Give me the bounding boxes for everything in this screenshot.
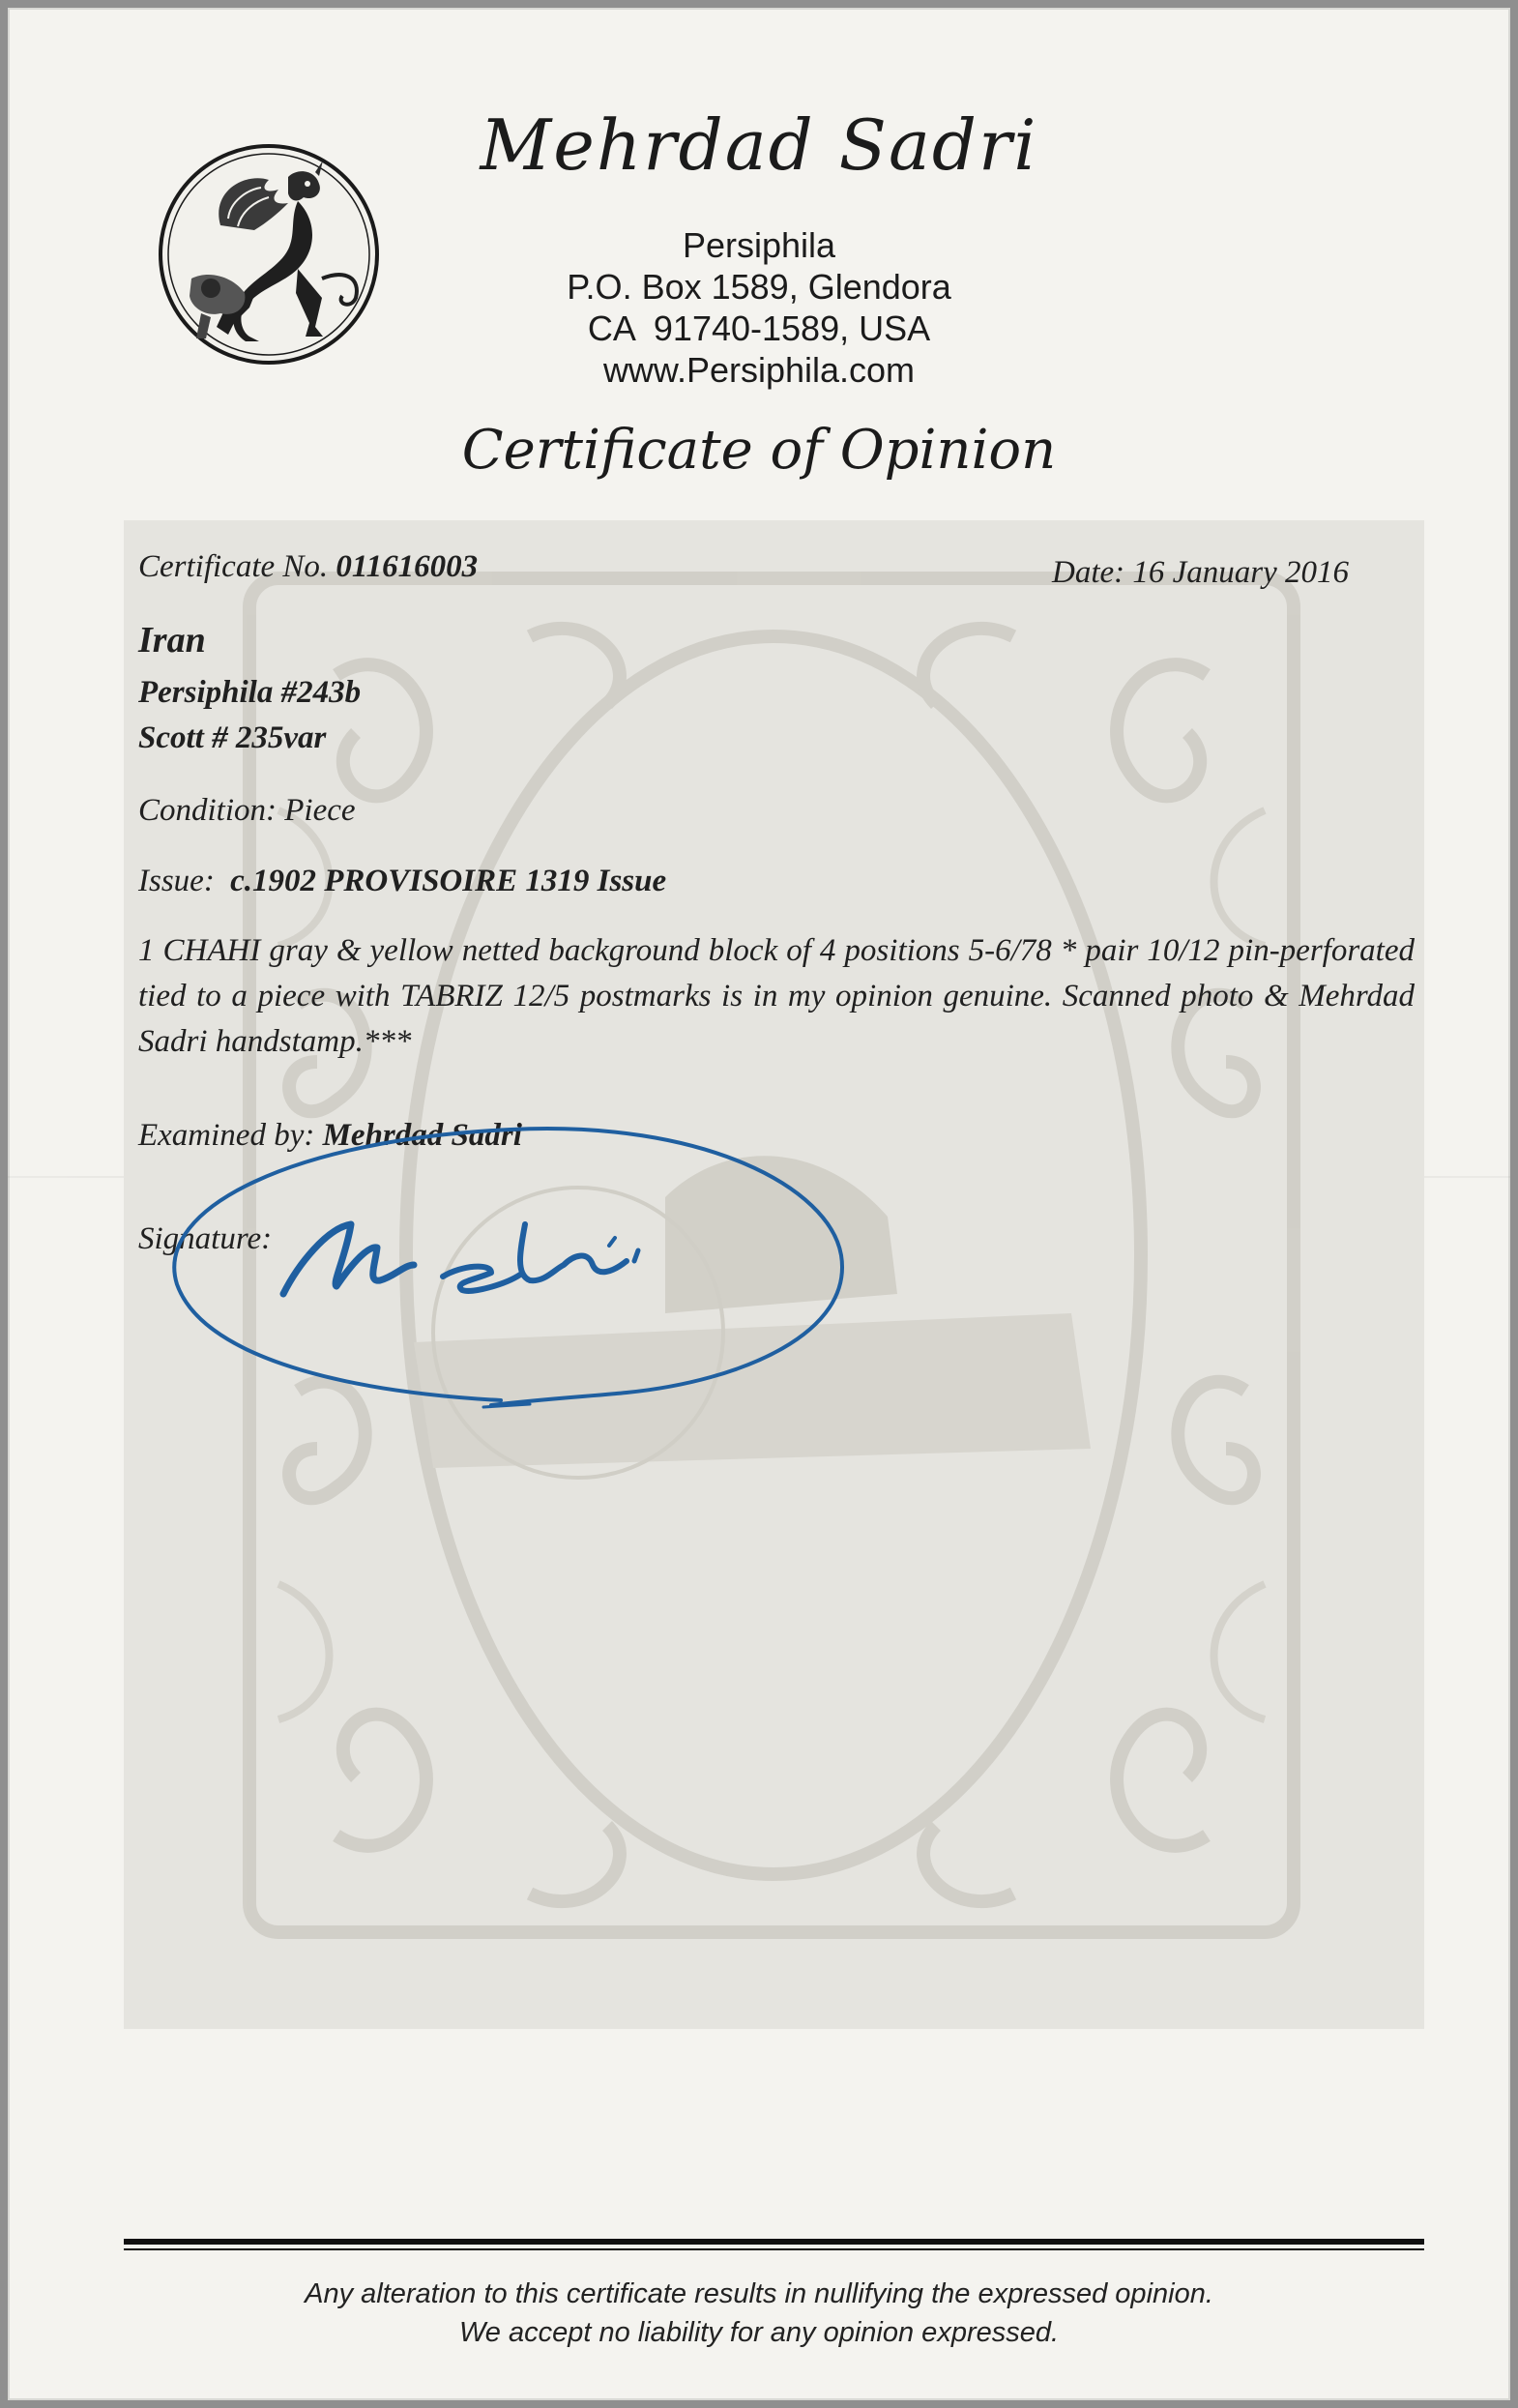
condition-row — [138, 793, 356, 829]
certificate-page — [8, 8, 1510, 2400]
address-line-1: P.O. Box 1589, Glendora — [567, 267, 951, 307]
certificate-number-row — [138, 549, 478, 585]
issue-value: c.1902 PROVISOIRE 1319 Issue — [230, 864, 667, 898]
certificate-number: 011616003 — [336, 549, 479, 584]
catalog-scott: Scott # 235var — [138, 720, 327, 755]
date-row — [1052, 555, 1349, 591]
website: www.Persiphila.com — [602, 350, 916, 390]
address-line-2: CA 91740-1589, USA — [587, 308, 931, 348]
footer-rule-thin — [124, 2248, 1424, 2250]
signature-label: Signature: — [138, 1221, 273, 1256]
company-name: Persiphila — [682, 225, 836, 265]
certificate-number-label: Certificate No. — [138, 549, 329, 584]
document-title: Certificate of Opinion — [461, 419, 1057, 482]
catalog-persiphila: Persiphila #243b — [138, 675, 362, 710]
condition-value: Piece — [284, 793, 356, 828]
issue-row — [138, 864, 666, 899]
brand-name: Mehrdad Sadri — [480, 104, 1038, 186]
condition-label: Condition: — [138, 793, 277, 828]
country: Iran — [138, 620, 206, 661]
footer-disclaimer-1: Any alteration to this certificate results in nullifying the expressed opinion. — [305, 2278, 1213, 2309]
footer-disclaimer-2: We accept no liability for any opinion expressed. — [458, 2317, 1060, 2348]
examined-label: Examined by: — [138, 1118, 315, 1153]
opinion-description: 1 CHAHI gray & yellow netted background block of 4 positions 5-6/78 * pair 10/12 pin-perforated tied to a piece with TABRIZ 12/5 postmarks is in my opinion genuine. Scanned photo & Mehrdad Sadri handstamp.*** — [138, 933, 1415, 1059]
date-value: 16 January 2016 — [1132, 555, 1350, 590]
issue-label: Issue: — [138, 864, 215, 898]
date-label: Date: — [1052, 555, 1125, 590]
footer-rule-thick — [124, 2239, 1424, 2245]
examined-row — [138, 1118, 522, 1154]
examiner-name: Mehrdad Sadri — [322, 1118, 522, 1153]
